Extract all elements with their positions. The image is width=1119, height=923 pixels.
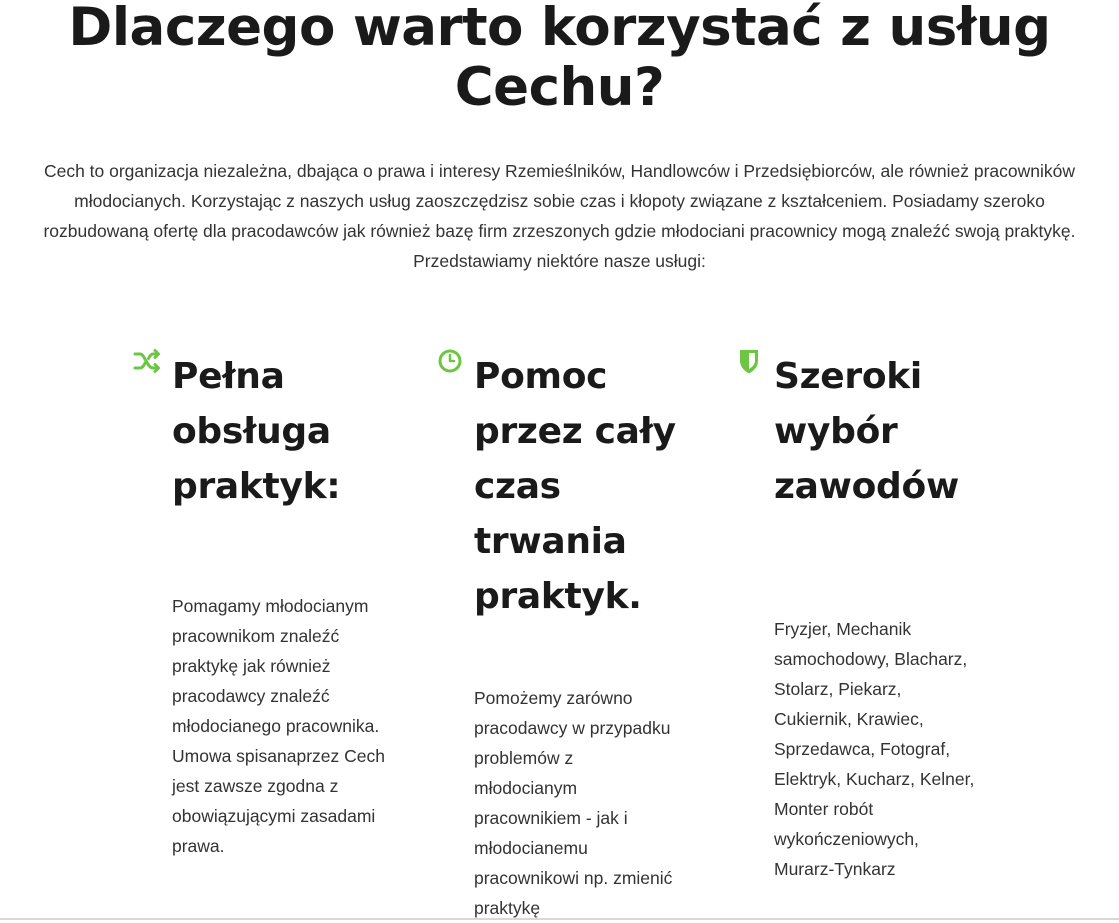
- feature-description: Fryzjer, Mechanik samochodowy, Blacharz, Stolarz, Piekarz, Cukiernik, Krawiec, Sprzedawca, Fotograf, Elektryk, Kucharz, Kelner, Monter robót wykończeniowych, Murarz-Tynkarz: [774, 619, 975, 879]
- section-intro: Cech to organizacja niezależna, dbająca o prawa i interesy Rzemieślników, Handlowców i Przedsiębiorców, ale również pracowników młodocianych. Korzystając z naszych usług zaoszczędzisz sobie czas i kłopoty związane z kształceniem. Posiadamy szeroko rozbudowaną ofertę dla pracodawców jak również bazę firm zrzeszonych gdzie młodociani pracownicy mogą znaleźć swoją praktykę. Przedstawiamy niektóre nasze usługi:: [43, 161, 1076, 271]
- feature-description: Pomożemy zarówno pracodawcy w przypadku problemów z młodocianym pracownikiem - jak i młodocianemu pracownikowi np. zmienić praktykę: [474, 688, 673, 918]
- shield-icon: [737, 348, 765, 376]
- clock-icon: [438, 348, 466, 376]
- feature-description: Pomagamy młodocianym pracownikom znaleźć praktykę jak również pracodawcy znaleźć młodocianego pracownika. Umowa spisanaprzez Cech jest zawsze zgodna z obowiązującymi zasadami prawa.: [172, 596, 386, 856]
- section-title: Dlaczego warto korzystać z usług Cechu?: [68, 0, 1051, 118]
- feature-title: Szeroki wybór zawodów: [774, 356, 959, 507]
- feature-title: Pomoc przez cały czas trwania praktyk.: [474, 356, 676, 617]
- feature-title: Pełna obsługa praktyk:: [172, 356, 341, 507]
- shuffle-icon: [133, 348, 161, 376]
